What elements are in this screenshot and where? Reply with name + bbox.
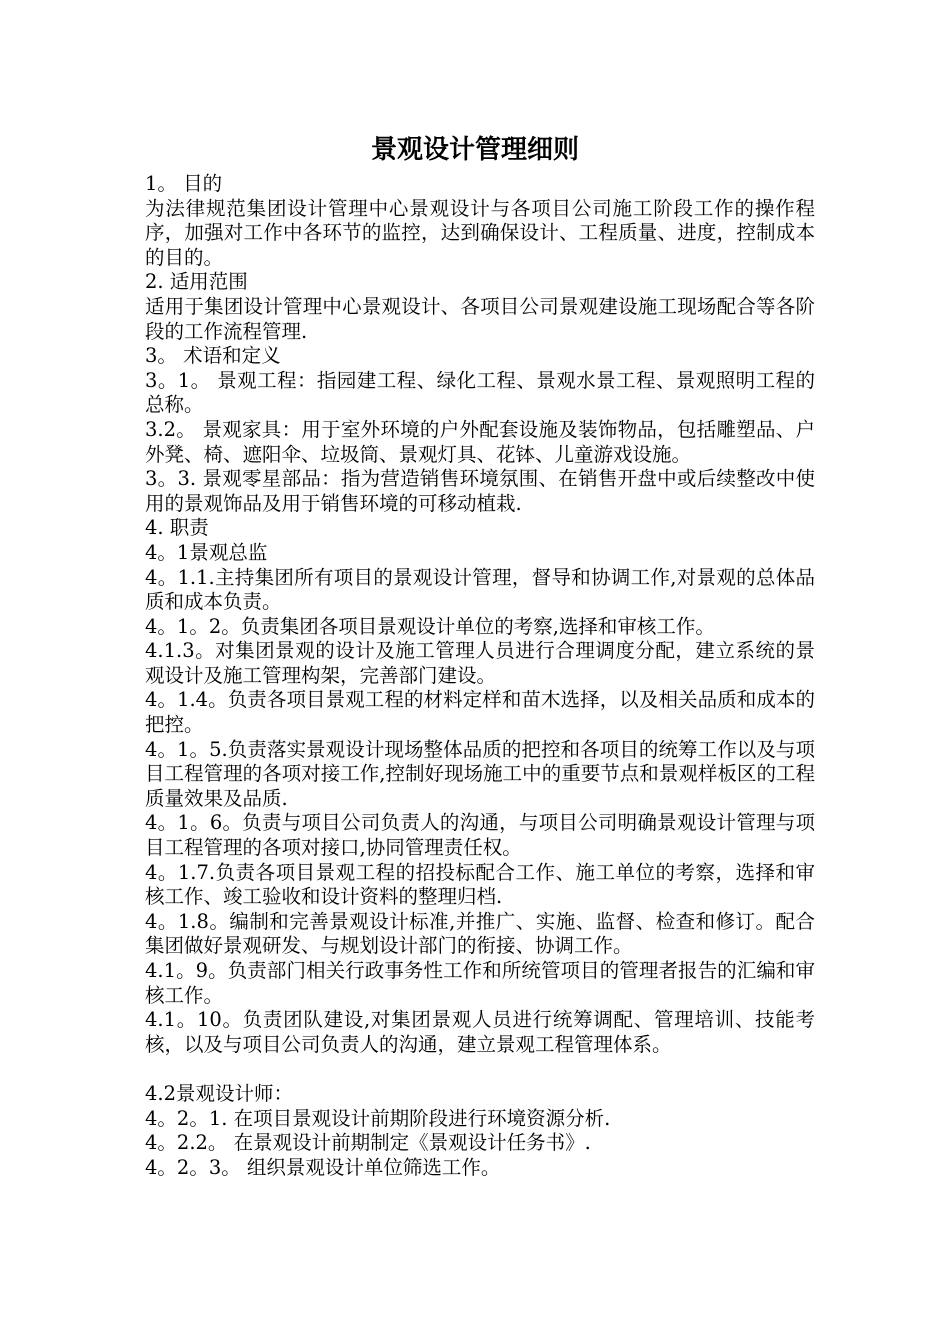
paragraph: 3。1。 景观工程：指园建工程、绿化工程、景观水景工程、景观照明工程的总称。 <box>145 368 815 417</box>
paragraph: 4.1。9。负责部门相关行政事务性工作和所统管项目的管理者报告的汇编和审核工作。 <box>145 959 815 1007</box>
paragraph: 适用于集团设计管理中心景观设计、各项目公司景观建设施工现场配合等各阶段的工作流程管理. <box>145 294 815 343</box>
paragraph: 4。1。6。负责与项目公司负责人的沟通，与项目公司明确景观设计管理与项目工程管理的各项对接口,协同管理责任权。 <box>145 811 815 860</box>
section-heading: 2. 适用范围 <box>145 270 248 294</box>
paragraph: 4.1.3。对集团景观的设计及施工管理人员进行合理调度分配，建立系统的景观设计及施工管理构架，完善部门建设。 <box>145 639 815 687</box>
paragraph: 3.2。 景观家具：用于室外环境的户外配套设施及装饰物品，包括雕塑品、户外凳、椅、遮阳伞、垃圾筒、景观灯具、花钵、儿童游戏设施。 <box>145 417 815 466</box>
paragraph: 4。1。5.负责落实景观设计现场整体品质的把控和各项目的统筹工作以及与项目工程管理的各项对接工作,控制好现场施工中的重要节点和景观样板区的工程质量效果及品质. <box>145 737 815 810</box>
section-heading: 3。 术语和定义 <box>145 344 281 368</box>
paragraph: 为法律规范集团设计管理中心景观设计与各项目公司施工阶段工作的操作程序，加强对工作中各环节的监控，达到确保设计、工程质量、进度，控制成本的目的。 <box>145 196 815 269</box>
paragraph: 4。2.2。 在景观设计前期制定《景观设计任务书》. <box>145 1131 591 1155</box>
document-body <box>145 172 815 1180</box>
paragraph: 4。1.7.负责各项目景观工程的招投标配合工作、施工单位的考察，选择和审核工作、竣工验收和设计资料的整理归档. <box>145 860 815 909</box>
section-heading: 4. 职责 <box>145 516 209 540</box>
paragraph: 4。1.1.主持集团所有项目的景观设计管理，督导和协调工作,对景观的总体品质和成本负责。 <box>145 565 815 614</box>
section-heading: 1。 目的 <box>145 172 223 195</box>
subsection-heading: 4。1景观总监 <box>145 540 268 564</box>
blank-line <box>145 1057 815 1082</box>
paragraph: 4。1.4。负责各项目景观工程的材料定样和苗木选择，以及相关品质和成本的把控。 <box>145 688 815 737</box>
paragraph: 4。2。3。 组织景观设计单位筛选工作。 <box>145 1155 501 1179</box>
paragraph: 4。2。1. 在项目景观设计前期阶段进行环境资源分析. <box>145 1106 611 1130</box>
subsection-heading: 4.2景观设计师： <box>145 1081 294 1105</box>
paragraph: 4.1。10。负责团队建设,对集团景观人员进行统筹调配、管理培训、技能考核，以及与项目公司负责人的沟通，建立景观工程管理体系。 <box>145 1008 815 1056</box>
paragraph: 3。3. 景观零星部品：指为营造销售环境氛围、在销售开盘中或后续整改中使用的景观饰品及用于销售环境的可移动植栽. <box>145 467 815 515</box>
document-title: 景观设计管理细则 <box>370 135 579 165</box>
paragraph: 4。1.8。编制和完善景观设计标准,并推广、实施、监督、检查和修订。配合集团做好景观研发、与规划设计部门的衔接、协调工作。 <box>145 909 815 958</box>
paragraph: 4。1。2。负责集团各项目景观设计单位的考察,选择和审核工作。 <box>145 614 715 638</box>
